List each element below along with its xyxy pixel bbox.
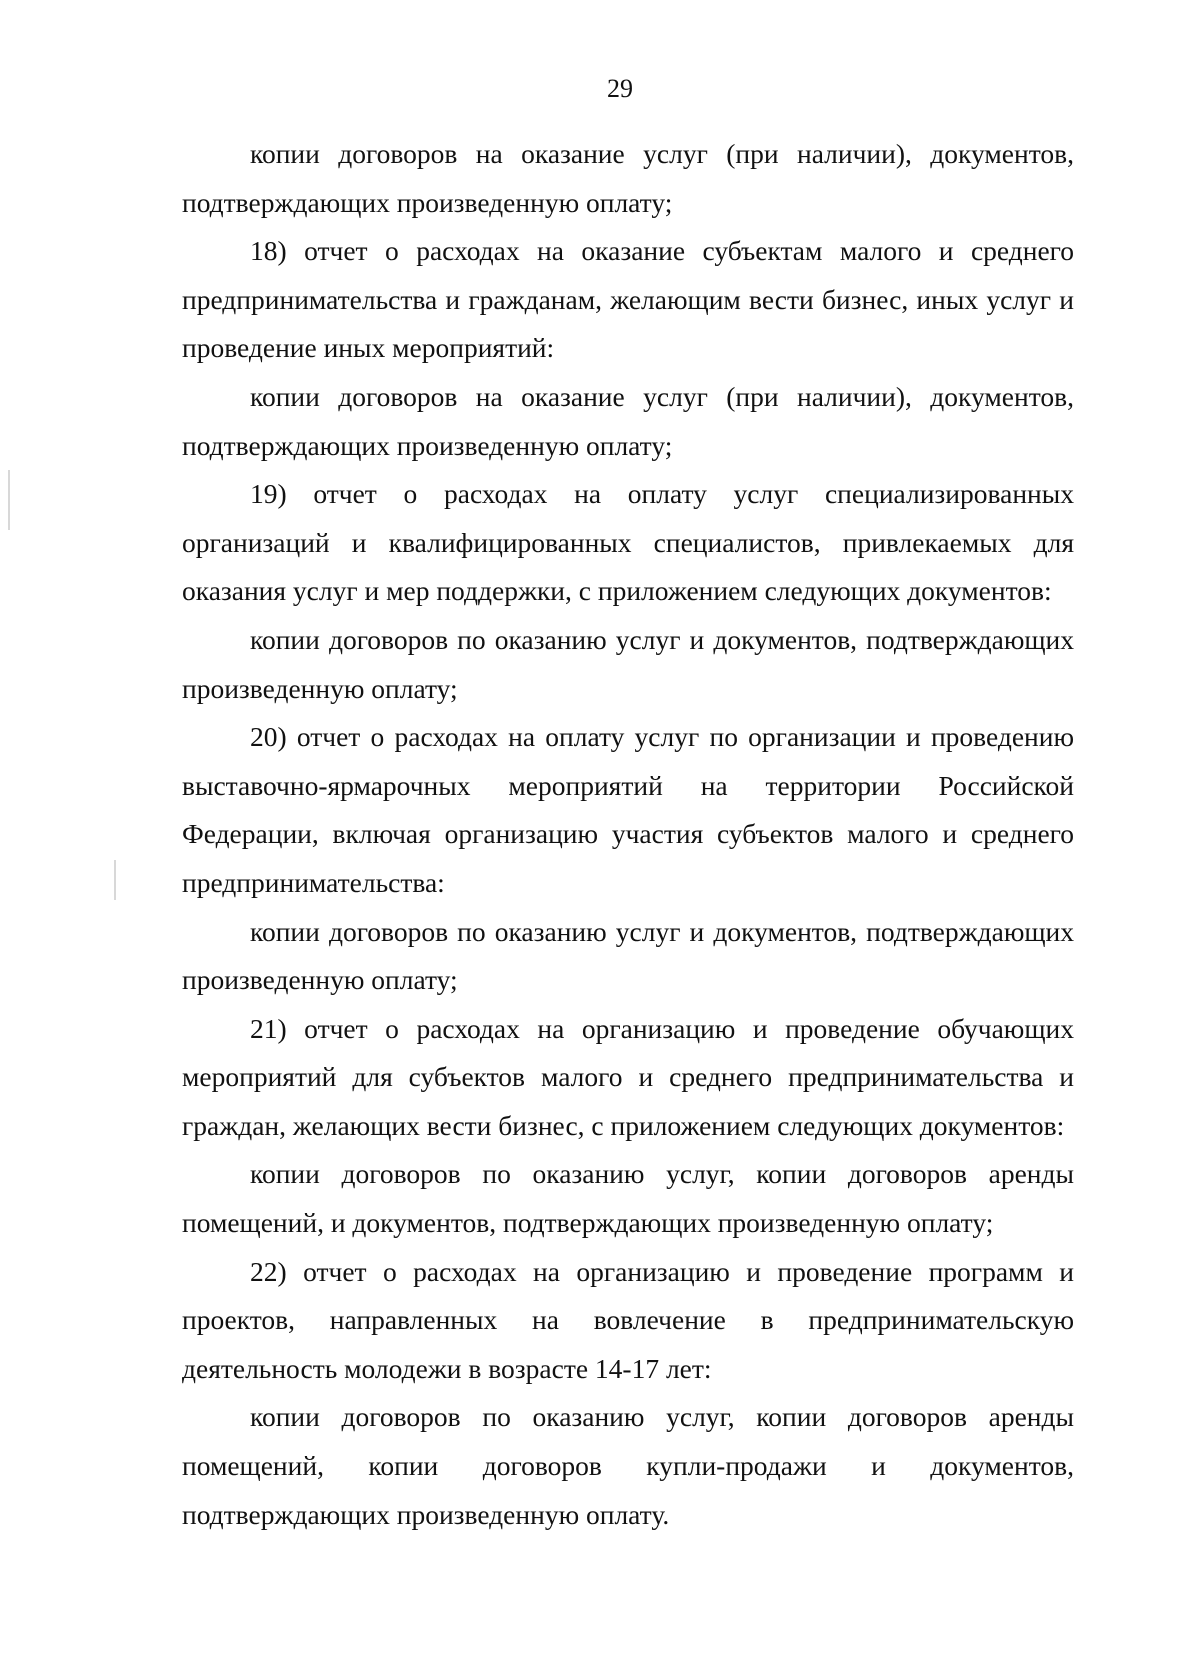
document-body	[182, 130, 1074, 1539]
scan-margin-mark	[8, 470, 10, 530]
paragraph-copies-contracts-6: копии договоров по оказанию услуг, копии договоров аренды помещений, копии договоров купли-продажи и документов, подтверждающих произведенную оплату.	[182, 1401, 1074, 1530]
paragraph-copies-contracts-1: копии договоров на оказание услуг (при наличии), документов, подтверждающих произведенную оплату;	[182, 138, 1074, 218]
paragraph-item-18: 18) отчет о расходах на оказание субъектам малого и среднего предпринимательства и гражданам, желающим вести бизнес, иных услуг и проведение иных мероприятий:	[182, 235, 1074, 364]
page-number: 29	[607, 74, 633, 103]
paragraph-item-21: 21) отчет о расходах на организацию и проведение обучающих мероприятий для субъектов малого и среднего предпринимательства и граждан, желающих вести бизнес, с приложением следующих документов:	[182, 1012, 1074, 1141]
paragraph-copies-contracts-2: копии договоров на оказание услуг (при наличии), документов, подтверждающих произведенную оплату;	[182, 380, 1074, 461]
paragraph-copies-contracts-5: копии договоров по оказанию услуг, копии договоров аренды помещений, и документов, подтверждающих произведенную оплату;	[182, 1158, 1074, 1239]
paragraph-copies-contracts-4: копии договоров по оказанию услуг и документов, подтверждающих произведенную оплату;	[182, 915, 1074, 996]
paragraph-item-19: 19) отчет о расходах на оплату услуг специализированных организаций и квалифицированных специалистов, привлекаемых для оказания услуг и мер поддержки, с приложением следующих документов:	[182, 478, 1074, 607]
paragraph-copies-contracts-3: копии договоров по оказанию услуг и документов, подтверждающих произведенную оплату;	[182, 623, 1074, 704]
scan-margin-mark	[114, 860, 116, 900]
paragraph-item-20: 20) отчет о расходах на оплату услуг по организации и проведению выставочно-ярмарочных мероприятий на территории Российской Федерации, включая организацию участия субъектов малого и среднего предпринимательства:	[182, 721, 1074, 898]
paragraph-item-22: 22) отчет о расходах на организацию и проведение программ и проектов, направленных на вовлечение в предпринимательскую деятельность молодежи в возрасте 14-17 лет:	[182, 1255, 1074, 1384]
